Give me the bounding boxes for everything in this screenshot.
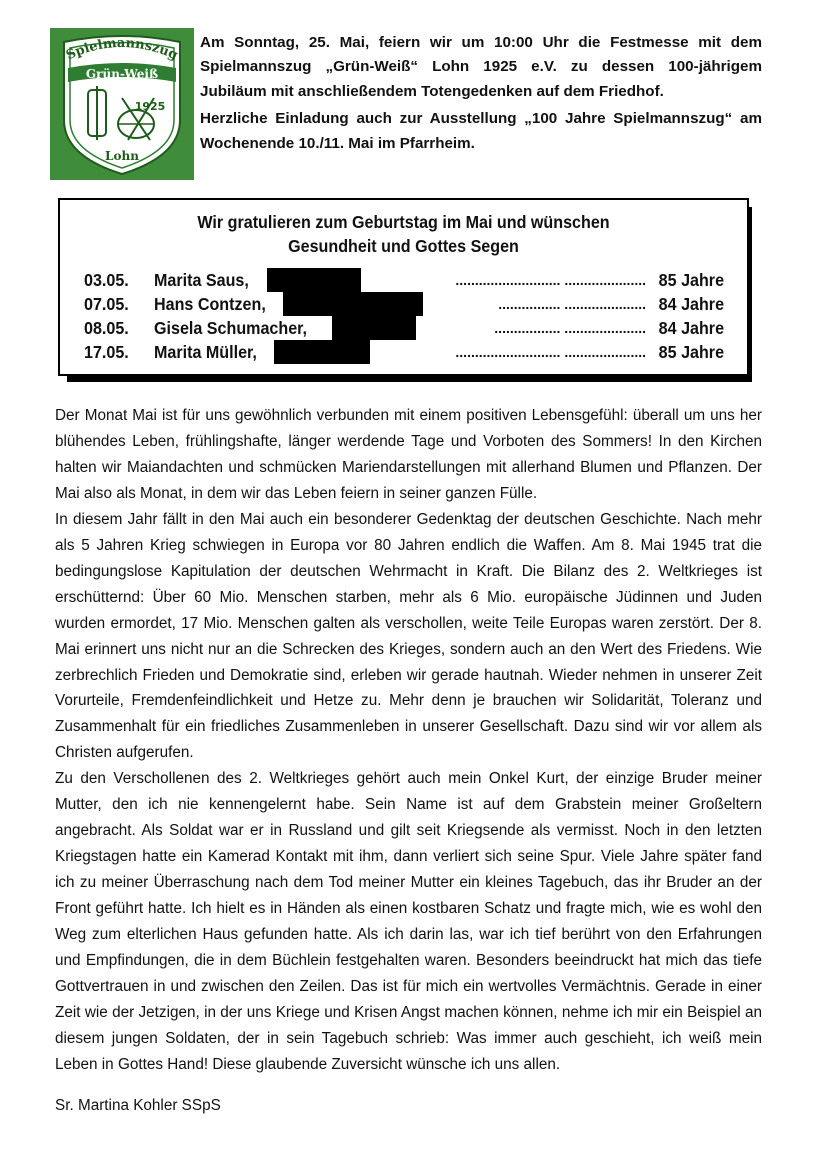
birthday-list <box>84 268 724 364</box>
birthday-dots: ........................... ..................... <box>455 272 646 288</box>
birthday-box-title <box>87 210 719 258</box>
birthday-entry <box>84 292 724 316</box>
intro-announcement <box>200 31 762 156</box>
birthday-entry <box>84 316 724 340</box>
birthday-title-line1: Wir gratulieren zum Geburtstag im Mai und wünschen <box>197 212 610 232</box>
birthday-name: Gisela Schumacher, <box>154 318 308 338</box>
article-body <box>55 403 762 1078</box>
article-paragraph: Zu den Verschollenen des 2. Weltkrieges gehört auch mein Onkel Kurt, der einzige Bruder meiner Mutter, den ich nie kennengelernt habe. Sein Name ist auf dem Grabstein meiner Großeltern angebracht. Als Soldat war er in Russland und gilt seit Kriegsende als vermisst. Noch in den letzten Kriegstagen hatte ein Kamerad Kontakt mit ihm, dann verliert sich seine Spur. Viele Jahre später fand ich zu meiner Überraschung nach dem Tod meiner Mutter ein kleines Tagebuch, das ihr Bruder an der Front geführt hatte. Ich hielt es in Händen als einen kostbaren Schatz und fragte mich, wie es wohl den Weg zum elterlichen Haus gefunden hatte. Als ich darin las, war ich tief berührt von den Erfahrungen und Empfindungen, die in dem Büchlein festgehalten waren. Besonders beeindruckt hat mich das tiefe Gottvertrauen in und zwischen den Zeilen. Das ist für mich ein wertvolles Vermächtnis. Gerade in einer Zeit wie der Jetzigen, in der uns Kriege und Krisen Angst machen können, nehme ich mir ein Beispiel an diesem jungen Soldaten, der in sein Tagebuch schrieb: Was immer auch geschieht, ich weiß mein Leben in Gottes Hand! Diese glaubende Zuversicht wünsche ich uns allen. <box>55 770 762 1073</box>
birthday-age: 85 Jahre <box>658 270 724 290</box>
redaction-block <box>332 316 416 340</box>
birthday-entry <box>84 268 724 292</box>
logo-banner-text: Grün-Weiß <box>85 67 159 81</box>
birthday-age: 84 Jahre <box>658 294 724 314</box>
birthday-name: Hans Contzen, <box>154 294 266 314</box>
birthday-date: 08.05. <box>84 318 129 338</box>
birthday-age: 85 Jahre <box>658 342 724 362</box>
logo-top-text: Spielmannszug <box>63 35 181 64</box>
article-paragraph: In diesem Jahr fällt in den Mai auch ein besonderer Gedenktag der deutschen Geschichte. Nach mehr als 5 Jahren Krieg schwiegen in Europa vor 80 Jahren endlich die Waffen. Am 8. Mai 1945 trat die bedingungslose Kapitulation der deutschen Wehrmacht in Kraft. Die Bilanz des 2. Weltkrieges ist erschütternd: Über 60 Mio. Menschen starben, mehr als 6 Mio. europäische Jüdinnen und Juden wurden ermordet, 17 Mio. Menschen galten als verschollen, weite Teile Europas waren zerstört. Der 8. Mai erinnert uns nicht nur an die Schrecken des Krieges, sondern auch an den Wert des Friedens. Wie zerbrechlich Frieden und Demokratie sind, erleben wir gerade hautnah. Wieder nehmen in unserer Zeit Vorurteile, Fremdenfeindlichkeit und Hetze zu. Mehr denn je brauchen wir Solidarität, Toleranz und Zusammenhalt für ein friedliches Zusammenleben in unserer Gesellschaft. Dazu sind wir vor allem als Christen aufgerufen. <box>55 510 762 762</box>
birthday-title-line2: Gesundheit und Gottes Segen <box>288 236 519 256</box>
birthday-dots: ........................... ..................... <box>455 344 646 360</box>
intro-festmesse: Am Sonntag, 25. Mai, feiern wir um 10:00 Uhr die Festmesse mit dem Spielmannszug „Grün-Weiß“ Lohn 1925 e.V. zu dessen 100-jährigem Jubiläum mit anschließendem Totengedenken auf dem Friedhof. <box>200 34 762 100</box>
logo-bottom-text: Lohn <box>105 149 139 163</box>
author-signature: Sr. Martina Kohler SSpS <box>55 1097 221 1114</box>
spielmannszug-logo <box>50 28 194 180</box>
birthday-date: 07.05. <box>84 294 129 314</box>
intro-ausstellung: Herzliche Einladung auch zur Ausstellung „100 Jahre Spielmannszug“ am Wochenende 10./11. Mai im Pfarrheim. <box>200 110 762 152</box>
logo-year-text: 1925 <box>134 100 166 113</box>
redaction-block <box>283 292 423 316</box>
birthday-box <box>58 198 749 376</box>
redaction-block <box>274 340 370 364</box>
birthday-name: Marita Saus, <box>154 270 249 290</box>
birthday-name: Marita Müller, <box>154 342 257 362</box>
birthday-date: 17.05. <box>84 342 129 362</box>
redaction-block <box>267 268 361 292</box>
birthday-age: 84 Jahre <box>658 318 724 338</box>
birthday-dots: ................ ..................... <box>498 296 646 312</box>
birthday-date: 03.05. <box>84 270 129 290</box>
article-paragraph: Der Monat Mai ist für uns gewöhnlich verbunden mit einem positiven Lebensgefühl: überall um uns her blühendes Leben, frühlingshafte, länger werdende Tage und Vorboten des Sommers! In den Kirchen halten wir Maiandachten und schmücken Mariendarstellungen mit allerhand Blumen und Pflanzen. Der Mai also als Monat, in dem wir das Leben feiern in seiner ganzen Fülle. <box>55 407 762 502</box>
birthday-entry <box>84 340 724 364</box>
birthday-dots: ................. ..................... <box>494 320 646 336</box>
